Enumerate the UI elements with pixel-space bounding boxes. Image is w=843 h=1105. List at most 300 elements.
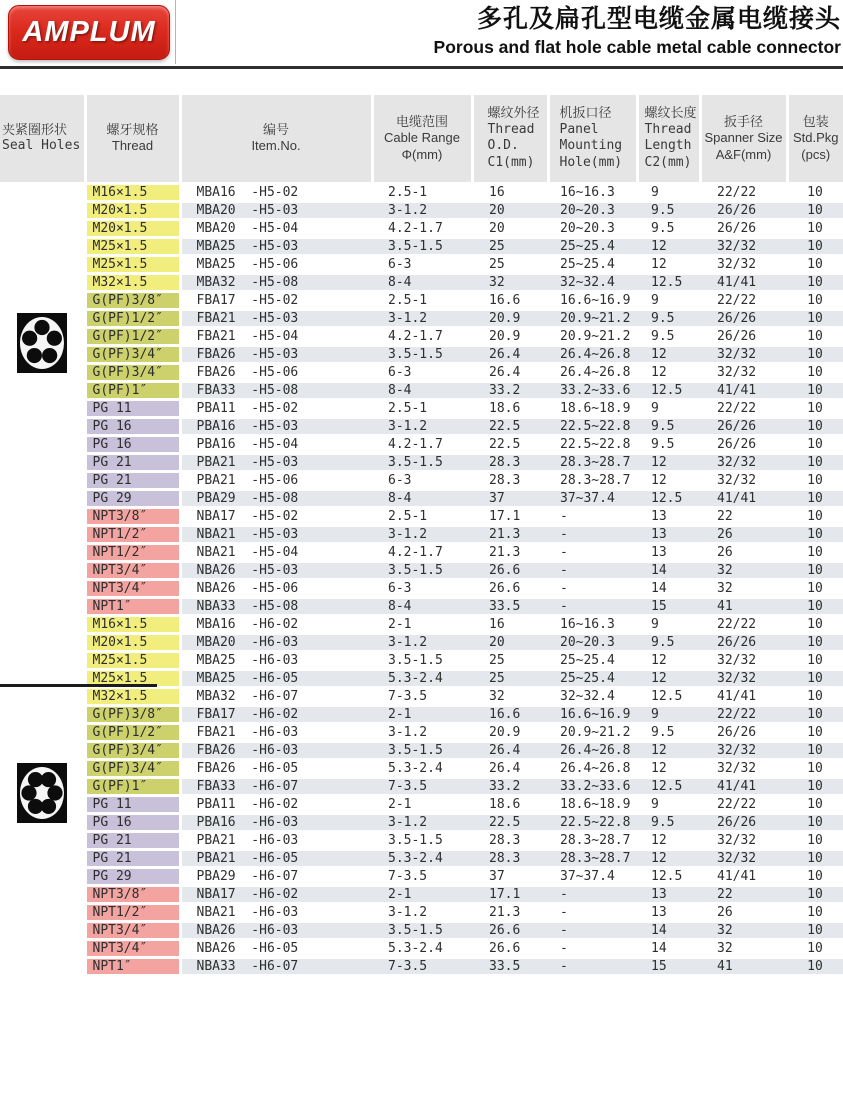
spanner-cell: 26/26 xyxy=(700,633,787,651)
pkg-cell: 10 xyxy=(787,201,843,219)
thread-length-cell: 12 xyxy=(637,651,700,669)
thread-od-cell: 25 xyxy=(472,237,548,255)
table-row xyxy=(0,831,843,849)
table-row xyxy=(0,345,843,363)
mounting-hole-cell: 26.4~26.8 xyxy=(548,759,637,777)
item-no-cell: PBA29 -H5-08 xyxy=(180,489,372,507)
thread-od-cell: 26.6 xyxy=(472,579,548,597)
thread-length-cell: 12 xyxy=(637,255,700,273)
thread-length-cell: 9.5 xyxy=(637,633,700,651)
mounting-hole-cell: 26.4~26.8 xyxy=(548,363,637,381)
table-row xyxy=(0,705,843,723)
table-row xyxy=(0,453,843,471)
cable-range-cell: 2-1 xyxy=(372,885,472,903)
spanner-cell: 32/32 xyxy=(700,471,787,489)
pkg-cell: 10 xyxy=(787,237,843,255)
thread-length-cell: 12.5 xyxy=(637,777,700,795)
item-no-cell: FBA26 -H6-05 xyxy=(180,759,372,777)
cable-range-cell: 3-1.2 xyxy=(372,417,472,435)
thread-od-cell: 20 xyxy=(472,201,548,219)
thread-cell: M20×1.5 xyxy=(85,633,180,651)
pkg-cell: 10 xyxy=(787,525,843,543)
cable-range-cell: 2.5-1 xyxy=(372,507,472,525)
thread-cell: M32×1.5 xyxy=(85,687,180,705)
mounting-hole-cell: 20~20.3 xyxy=(548,633,637,651)
cable-range-cell: 3-1.2 xyxy=(372,633,472,651)
table-row xyxy=(0,255,843,273)
cable-range-cell: 8-4 xyxy=(372,597,472,615)
cable-range-cell: 5.3-2.4 xyxy=(372,669,472,687)
item-no-cell: MBA32 -H6-07 xyxy=(180,687,372,705)
thread-length-cell: 12 xyxy=(637,741,700,759)
thread-od-cell: 25 xyxy=(472,255,548,273)
spanner-cell: 41 xyxy=(700,957,787,975)
item-no-cell: NBA26 -H5-03 xyxy=(180,561,372,579)
logo-text: AMPLUM xyxy=(22,16,156,48)
item-no-cell: MBA20 -H6-03 xyxy=(180,633,372,651)
thread-length-cell: 13 xyxy=(637,903,700,921)
thread-length-cell: 9 xyxy=(637,183,700,201)
thread-cell: NPT1″ xyxy=(85,957,180,975)
spanner-cell: 32/32 xyxy=(700,831,787,849)
thread-cell: PG 16 xyxy=(85,417,180,435)
mounting-hole-cell: - xyxy=(548,939,637,957)
pkg-cell: 10 xyxy=(787,777,843,795)
spanner-cell: 22 xyxy=(700,885,787,903)
thread-cell: G(PF)3/8″ xyxy=(85,291,180,309)
thread-length-cell: 12.5 xyxy=(637,273,700,291)
table-row xyxy=(0,363,843,381)
thread-cell: M25×1.5 xyxy=(85,237,180,255)
thread-od-cell: 32 xyxy=(472,687,548,705)
thread-od-cell: 20 xyxy=(472,219,548,237)
cable-range-cell: 3-1.2 xyxy=(372,903,472,921)
mounting-hole-cell: 37~37.4 xyxy=(548,489,637,507)
thread-cell: PG 16 xyxy=(85,813,180,831)
table-row xyxy=(0,939,843,957)
table-row xyxy=(0,561,843,579)
thread-od-cell: 28.3 xyxy=(472,453,548,471)
mounting-hole-cell: 20~20.3 xyxy=(548,201,637,219)
pkg-cell: 10 xyxy=(787,921,843,939)
thread-length-cell: 12 xyxy=(637,849,700,867)
table-row xyxy=(0,759,843,777)
item-no-cell: FBA21 -H5-04 xyxy=(180,327,372,345)
mounting-hole-cell: - xyxy=(548,597,637,615)
thread-length-cell: 12.5 xyxy=(637,489,700,507)
thread-length-cell: 9.5 xyxy=(637,327,700,345)
spanner-cell: 32 xyxy=(700,921,787,939)
amplum-logo xyxy=(8,5,170,60)
spanner-cell: 26 xyxy=(700,525,787,543)
thread-cell: NPT3/8″ xyxy=(85,885,180,903)
spanner-cell: 32 xyxy=(700,579,787,597)
header-vertical-divider xyxy=(175,0,176,64)
thread-cell: M20×1.5 xyxy=(85,201,180,219)
item-no-cell: PBA16 -H5-04 xyxy=(180,435,372,453)
thread-od-cell: 25 xyxy=(472,651,548,669)
thread-od-cell: 37 xyxy=(472,489,548,507)
mounting-hole-cell: 22.5~22.8 xyxy=(548,813,637,831)
spanner-cell: 32 xyxy=(700,939,787,957)
thread-od-cell: 21.3 xyxy=(472,903,548,921)
mounting-hole-cell: 16.6~16.9 xyxy=(548,705,637,723)
seal-5-holes-icon xyxy=(17,313,67,373)
item-no-cell: NBA21 -H5-03 xyxy=(180,525,372,543)
table-row xyxy=(0,867,843,885)
thread-cell: PG 11 xyxy=(85,795,180,813)
spanner-cell: 22 xyxy=(700,507,787,525)
item-no-cell: MBA25 -H5-06 xyxy=(180,255,372,273)
header-rule xyxy=(0,66,843,69)
pkg-cell: 10 xyxy=(787,489,843,507)
thread-od-cell: 20.9 xyxy=(472,723,548,741)
cable-range-cell: 4.2-1.7 xyxy=(372,543,472,561)
item-no-cell: PBA16 -H5-03 xyxy=(180,417,372,435)
spanner-cell: 32/32 xyxy=(700,453,787,471)
thread-length-cell: 9.5 xyxy=(637,309,700,327)
spanner-cell: 32/32 xyxy=(700,849,787,867)
cable-range-cell: 7-3.5 xyxy=(372,867,472,885)
thread-od-cell: 26.4 xyxy=(472,759,548,777)
thread-od-cell: 21.3 xyxy=(472,543,548,561)
table-row xyxy=(0,219,843,237)
thread-length-cell: 13 xyxy=(637,525,700,543)
thread-length-cell: 13 xyxy=(637,507,700,525)
item-no-cell: PBA21 -H5-03 xyxy=(180,453,372,471)
spanner-cell: 32 xyxy=(700,561,787,579)
cable-range-cell: 2-1 xyxy=(372,615,472,633)
thread-length-cell: 12.5 xyxy=(637,867,700,885)
thread-od-cell: 16 xyxy=(472,183,548,201)
cable-range-cell: 6-3 xyxy=(372,471,472,489)
thread-length-cell: 9 xyxy=(637,291,700,309)
thread-cell: PG 21 xyxy=(85,849,180,867)
item-no-cell: NBA17 -H6-02 xyxy=(180,885,372,903)
mounting-hole-cell: 28.3~28.7 xyxy=(548,453,637,471)
thread-length-cell: 12.5 xyxy=(637,381,700,399)
mounting-hole-cell: 25~25.4 xyxy=(548,237,637,255)
thread-cell: M20×1.5 xyxy=(85,219,180,237)
spanner-cell: 26/26 xyxy=(700,327,787,345)
cable-range-cell: 7-3.5 xyxy=(372,777,472,795)
item-no-cell: MBA20 -H5-04 xyxy=(180,219,372,237)
thread-cell: PG 29 xyxy=(85,867,180,885)
pkg-cell: 10 xyxy=(787,417,843,435)
group-divider xyxy=(0,684,157,687)
thread-od-cell: 28.3 xyxy=(472,471,548,489)
pkg-cell: 10 xyxy=(787,561,843,579)
thread-length-cell: 9.5 xyxy=(637,435,700,453)
spanner-cell: 32/32 xyxy=(700,741,787,759)
thread-cell: G(PF)3/4″ xyxy=(85,345,180,363)
thread-length-cell: 14 xyxy=(637,921,700,939)
thread-length-cell: 9.5 xyxy=(637,219,700,237)
thread-cell: PG 11 xyxy=(85,399,180,417)
mounting-hole-cell: 18.6~18.9 xyxy=(548,399,637,417)
col-header-seal-holes: 夹紧圈形状 Seal Holes xyxy=(0,95,85,183)
pkg-cell: 10 xyxy=(787,849,843,867)
item-no-cell: MBA20 -H5-03 xyxy=(180,201,372,219)
pkg-cell: 10 xyxy=(787,435,843,453)
mounting-hole-cell: 25~25.4 xyxy=(548,669,637,687)
mounting-hole-cell: 18.6~18.9 xyxy=(548,795,637,813)
thread-length-cell: 9 xyxy=(637,795,700,813)
thread-cell: G(PF)1″ xyxy=(85,777,180,795)
mounting-hole-cell: - xyxy=(548,543,637,561)
spanner-cell: 22/22 xyxy=(700,795,787,813)
thread-length-cell: 9 xyxy=(637,399,700,417)
thread-length-cell: 9 xyxy=(637,705,700,723)
cable-range-cell: 6-3 xyxy=(372,579,472,597)
col-header-thread: 螺牙规格 Thread xyxy=(85,95,180,183)
thread-od-cell: 22.5 xyxy=(472,435,548,453)
item-no-cell: FBA33 -H5-08 xyxy=(180,381,372,399)
thread-od-cell: 33.2 xyxy=(472,777,548,795)
mounting-hole-cell: 37~37.4 xyxy=(548,867,637,885)
mounting-hole-cell: 16~16.3 xyxy=(548,183,637,201)
table-row xyxy=(0,795,843,813)
table-row xyxy=(0,489,843,507)
pkg-cell: 10 xyxy=(787,579,843,597)
item-no-cell: FBA33 -H6-07 xyxy=(180,777,372,795)
thread-od-cell: 26.4 xyxy=(472,363,548,381)
thread-od-cell: 28.3 xyxy=(472,849,548,867)
thread-od-cell: 33.5 xyxy=(472,957,548,975)
spanner-cell: 22/22 xyxy=(700,705,787,723)
table-row xyxy=(0,273,843,291)
mounting-hole-cell: - xyxy=(548,885,637,903)
thread-cell: PG 21 xyxy=(85,831,180,849)
cable-range-cell: 3.5-1.5 xyxy=(372,453,472,471)
item-no-cell: PBA21 -H6-05 xyxy=(180,849,372,867)
thread-length-cell: 12 xyxy=(637,453,700,471)
cable-range-cell: 5.3-2.4 xyxy=(372,759,472,777)
spec-table xyxy=(0,95,843,977)
page-title-block xyxy=(434,3,841,59)
cable-range-cell: 6-3 xyxy=(372,363,472,381)
cable-range-cell: 2.5-1 xyxy=(372,291,472,309)
spanner-cell: 26/26 xyxy=(700,309,787,327)
spanner-cell: 26 xyxy=(700,543,787,561)
spanner-cell: 22/22 xyxy=(700,615,787,633)
item-no-cell: PBA29 -H6-07 xyxy=(180,867,372,885)
cable-range-cell: 2.5-1 xyxy=(372,399,472,417)
pkg-cell: 10 xyxy=(787,471,843,489)
pkg-cell: 10 xyxy=(787,453,843,471)
cable-range-cell: 3.5-1.5 xyxy=(372,921,472,939)
table-row xyxy=(0,399,843,417)
item-no-cell: FBA17 -H5-02 xyxy=(180,291,372,309)
thread-od-cell: 16.6 xyxy=(472,705,548,723)
mounting-hole-cell: 33.2~33.6 xyxy=(548,381,637,399)
cable-range-cell: 7-3.5 xyxy=(372,957,472,975)
pkg-cell: 10 xyxy=(787,651,843,669)
pkg-cell: 10 xyxy=(787,669,843,687)
cable-range-cell: 2-1 xyxy=(372,705,472,723)
thread-od-cell: 17.1 xyxy=(472,885,548,903)
thread-cell: PG 21 xyxy=(85,453,180,471)
item-no-cell: MBA32 -H5-08 xyxy=(180,273,372,291)
cable-range-cell: 3.5-1.5 xyxy=(372,237,472,255)
cable-range-cell: 3-1.2 xyxy=(372,525,472,543)
thread-od-cell: 37 xyxy=(472,867,548,885)
spanner-cell: 26/26 xyxy=(700,813,787,831)
thread-length-cell: 12 xyxy=(637,669,700,687)
thread-cell: G(PF)1/2″ xyxy=(85,327,180,345)
cable-range-cell: 5.3-2.4 xyxy=(372,939,472,957)
table-row xyxy=(0,921,843,939)
spanner-cell: 32/32 xyxy=(700,255,787,273)
spanner-cell: 26/26 xyxy=(700,435,787,453)
mounting-hole-cell: 33.2~33.6 xyxy=(548,777,637,795)
item-no-cell: FBA26 -H6-03 xyxy=(180,741,372,759)
thread-cell: G(PF)1/2″ xyxy=(85,723,180,741)
table-row xyxy=(0,849,843,867)
mounting-hole-cell: - xyxy=(548,921,637,939)
thread-length-cell: 12 xyxy=(637,345,700,363)
thread-od-cell: 33.5 xyxy=(472,597,548,615)
spanner-cell: 41/41 xyxy=(700,381,787,399)
table-row xyxy=(0,615,843,633)
thread-od-cell: 16 xyxy=(472,615,548,633)
pkg-cell: 10 xyxy=(787,345,843,363)
item-no-cell: NBA33 -H5-08 xyxy=(180,597,372,615)
item-no-cell: MBA25 -H6-05 xyxy=(180,669,372,687)
thread-cell: NPT3/8″ xyxy=(85,507,180,525)
thread-cell: PG 21 xyxy=(85,471,180,489)
cable-range-cell: 4.2-1.7 xyxy=(372,327,472,345)
thread-od-cell: 26.4 xyxy=(472,345,548,363)
pkg-cell: 10 xyxy=(787,633,843,651)
thread-cell: G(PF)1″ xyxy=(85,381,180,399)
thread-length-cell: 13 xyxy=(637,543,700,561)
mounting-hole-cell: - xyxy=(548,525,637,543)
pkg-cell: 10 xyxy=(787,507,843,525)
cable-range-cell: 3.5-1.5 xyxy=(372,345,472,363)
thread-od-cell: 20 xyxy=(472,633,548,651)
col-header-std-pkg: 包装 Std.Pkg (pcs) xyxy=(787,95,843,183)
thread-cell: G(PF)3/4″ xyxy=(85,741,180,759)
item-no-cell: FBA17 -H6-02 xyxy=(180,705,372,723)
item-no-cell: PBA21 -H6-03 xyxy=(180,831,372,849)
thread-length-cell: 14 xyxy=(637,561,700,579)
cable-range-cell: 3.5-1.5 xyxy=(372,651,472,669)
table-row xyxy=(0,435,843,453)
spanner-cell: 26/26 xyxy=(700,219,787,237)
item-no-cell: NBA21 -H6-03 xyxy=(180,903,372,921)
spanner-cell: 22/22 xyxy=(700,183,787,201)
spanner-cell: 41/41 xyxy=(700,777,787,795)
thread-od-cell: 33.2 xyxy=(472,381,548,399)
cable-range-cell: 8-4 xyxy=(372,489,472,507)
thread-length-cell: 9.5 xyxy=(637,723,700,741)
spanner-cell: 41/41 xyxy=(700,273,787,291)
thread-length-cell: 15 xyxy=(637,957,700,975)
mounting-hole-cell: 25~25.4 xyxy=(548,651,637,669)
item-no-cell: FBA21 -H6-03 xyxy=(180,723,372,741)
spanner-cell: 32/32 xyxy=(700,759,787,777)
pkg-cell: 10 xyxy=(787,183,843,201)
spanner-cell: 22/22 xyxy=(700,399,787,417)
col-header-thread-length: 螺纹长度 Thread Length C2(mm) xyxy=(637,95,700,183)
header-row xyxy=(0,95,843,183)
table-row xyxy=(0,327,843,345)
cable-range-cell: 3-1.2 xyxy=(372,813,472,831)
thread-cell: NPT1/2″ xyxy=(85,543,180,561)
pkg-cell: 10 xyxy=(787,885,843,903)
spec-table-wrap xyxy=(0,95,843,977)
page-title-zh: 多孔及扁孔型电缆金属电缆接头 xyxy=(476,5,841,33)
table-row xyxy=(0,417,843,435)
thread-cell: M25×1.5 xyxy=(85,255,180,273)
mounting-hole-cell: - xyxy=(548,561,637,579)
pkg-cell: 10 xyxy=(787,291,843,309)
mounting-hole-cell: - xyxy=(548,507,637,525)
pkg-cell: 10 xyxy=(787,543,843,561)
spanner-cell: 26/26 xyxy=(700,723,787,741)
pkg-cell: 10 xyxy=(787,903,843,921)
thread-length-cell: 9.5 xyxy=(637,813,700,831)
mounting-hole-cell: 32~32.4 xyxy=(548,687,637,705)
thread-length-cell: 12 xyxy=(637,759,700,777)
pkg-cell: 10 xyxy=(787,615,843,633)
pkg-cell: 10 xyxy=(787,381,843,399)
table-row xyxy=(0,885,843,903)
cable-range-cell: 3.5-1.5 xyxy=(372,561,472,579)
cable-range-cell: 4.2-1.7 xyxy=(372,435,472,453)
thread-cell: PG 29 xyxy=(85,489,180,507)
item-no-cell: NBA26 -H5-06 xyxy=(180,579,372,597)
mounting-hole-cell: 28.3~28.7 xyxy=(548,849,637,867)
thread-cell: NPT1/2″ xyxy=(85,903,180,921)
thread-length-cell: 13 xyxy=(637,885,700,903)
cable-range-cell: 6-3 xyxy=(372,255,472,273)
pkg-cell: 10 xyxy=(787,219,843,237)
item-no-cell: PBA21 -H5-06 xyxy=(180,471,372,489)
thread-cell: NPT3/4″ xyxy=(85,579,180,597)
mounting-hole-cell: 16.6~16.9 xyxy=(548,291,637,309)
seal-holes-cell xyxy=(0,615,85,975)
thread-od-cell: 26.6 xyxy=(472,939,548,957)
table-row xyxy=(0,471,843,489)
thread-length-cell: 12 xyxy=(637,831,700,849)
col-header-thread-od: 螺纹外径 Thread O.D. C1(mm) xyxy=(472,95,548,183)
seal-holes-cell xyxy=(0,183,85,615)
spanner-cell: 26/26 xyxy=(700,417,787,435)
mounting-hole-cell: 20.9~21.2 xyxy=(548,327,637,345)
thread-cell: NPT3/4″ xyxy=(85,921,180,939)
mounting-hole-cell: 20.9~21.2 xyxy=(548,309,637,327)
mounting-hole-cell: - xyxy=(548,957,637,975)
pkg-cell: 10 xyxy=(787,723,843,741)
spanner-cell: 32/32 xyxy=(700,669,787,687)
thread-od-cell: 26.6 xyxy=(472,921,548,939)
thread-length-cell: 14 xyxy=(637,579,700,597)
table-row xyxy=(0,957,843,975)
cable-range-cell: 7-3.5 xyxy=(372,687,472,705)
spanner-cell: 26 xyxy=(700,903,787,921)
thread-od-cell: 20.9 xyxy=(472,309,548,327)
thread-od-cell: 25 xyxy=(472,669,548,687)
table-row xyxy=(0,777,843,795)
table-row xyxy=(0,597,843,615)
spanner-cell: 32/32 xyxy=(700,345,787,363)
mounting-hole-cell: 28.3~28.7 xyxy=(548,471,637,489)
item-no-cell: MBA16 -H6-02 xyxy=(180,615,372,633)
thread-cell: NPT1/2″ xyxy=(85,525,180,543)
pkg-cell: 10 xyxy=(787,399,843,417)
